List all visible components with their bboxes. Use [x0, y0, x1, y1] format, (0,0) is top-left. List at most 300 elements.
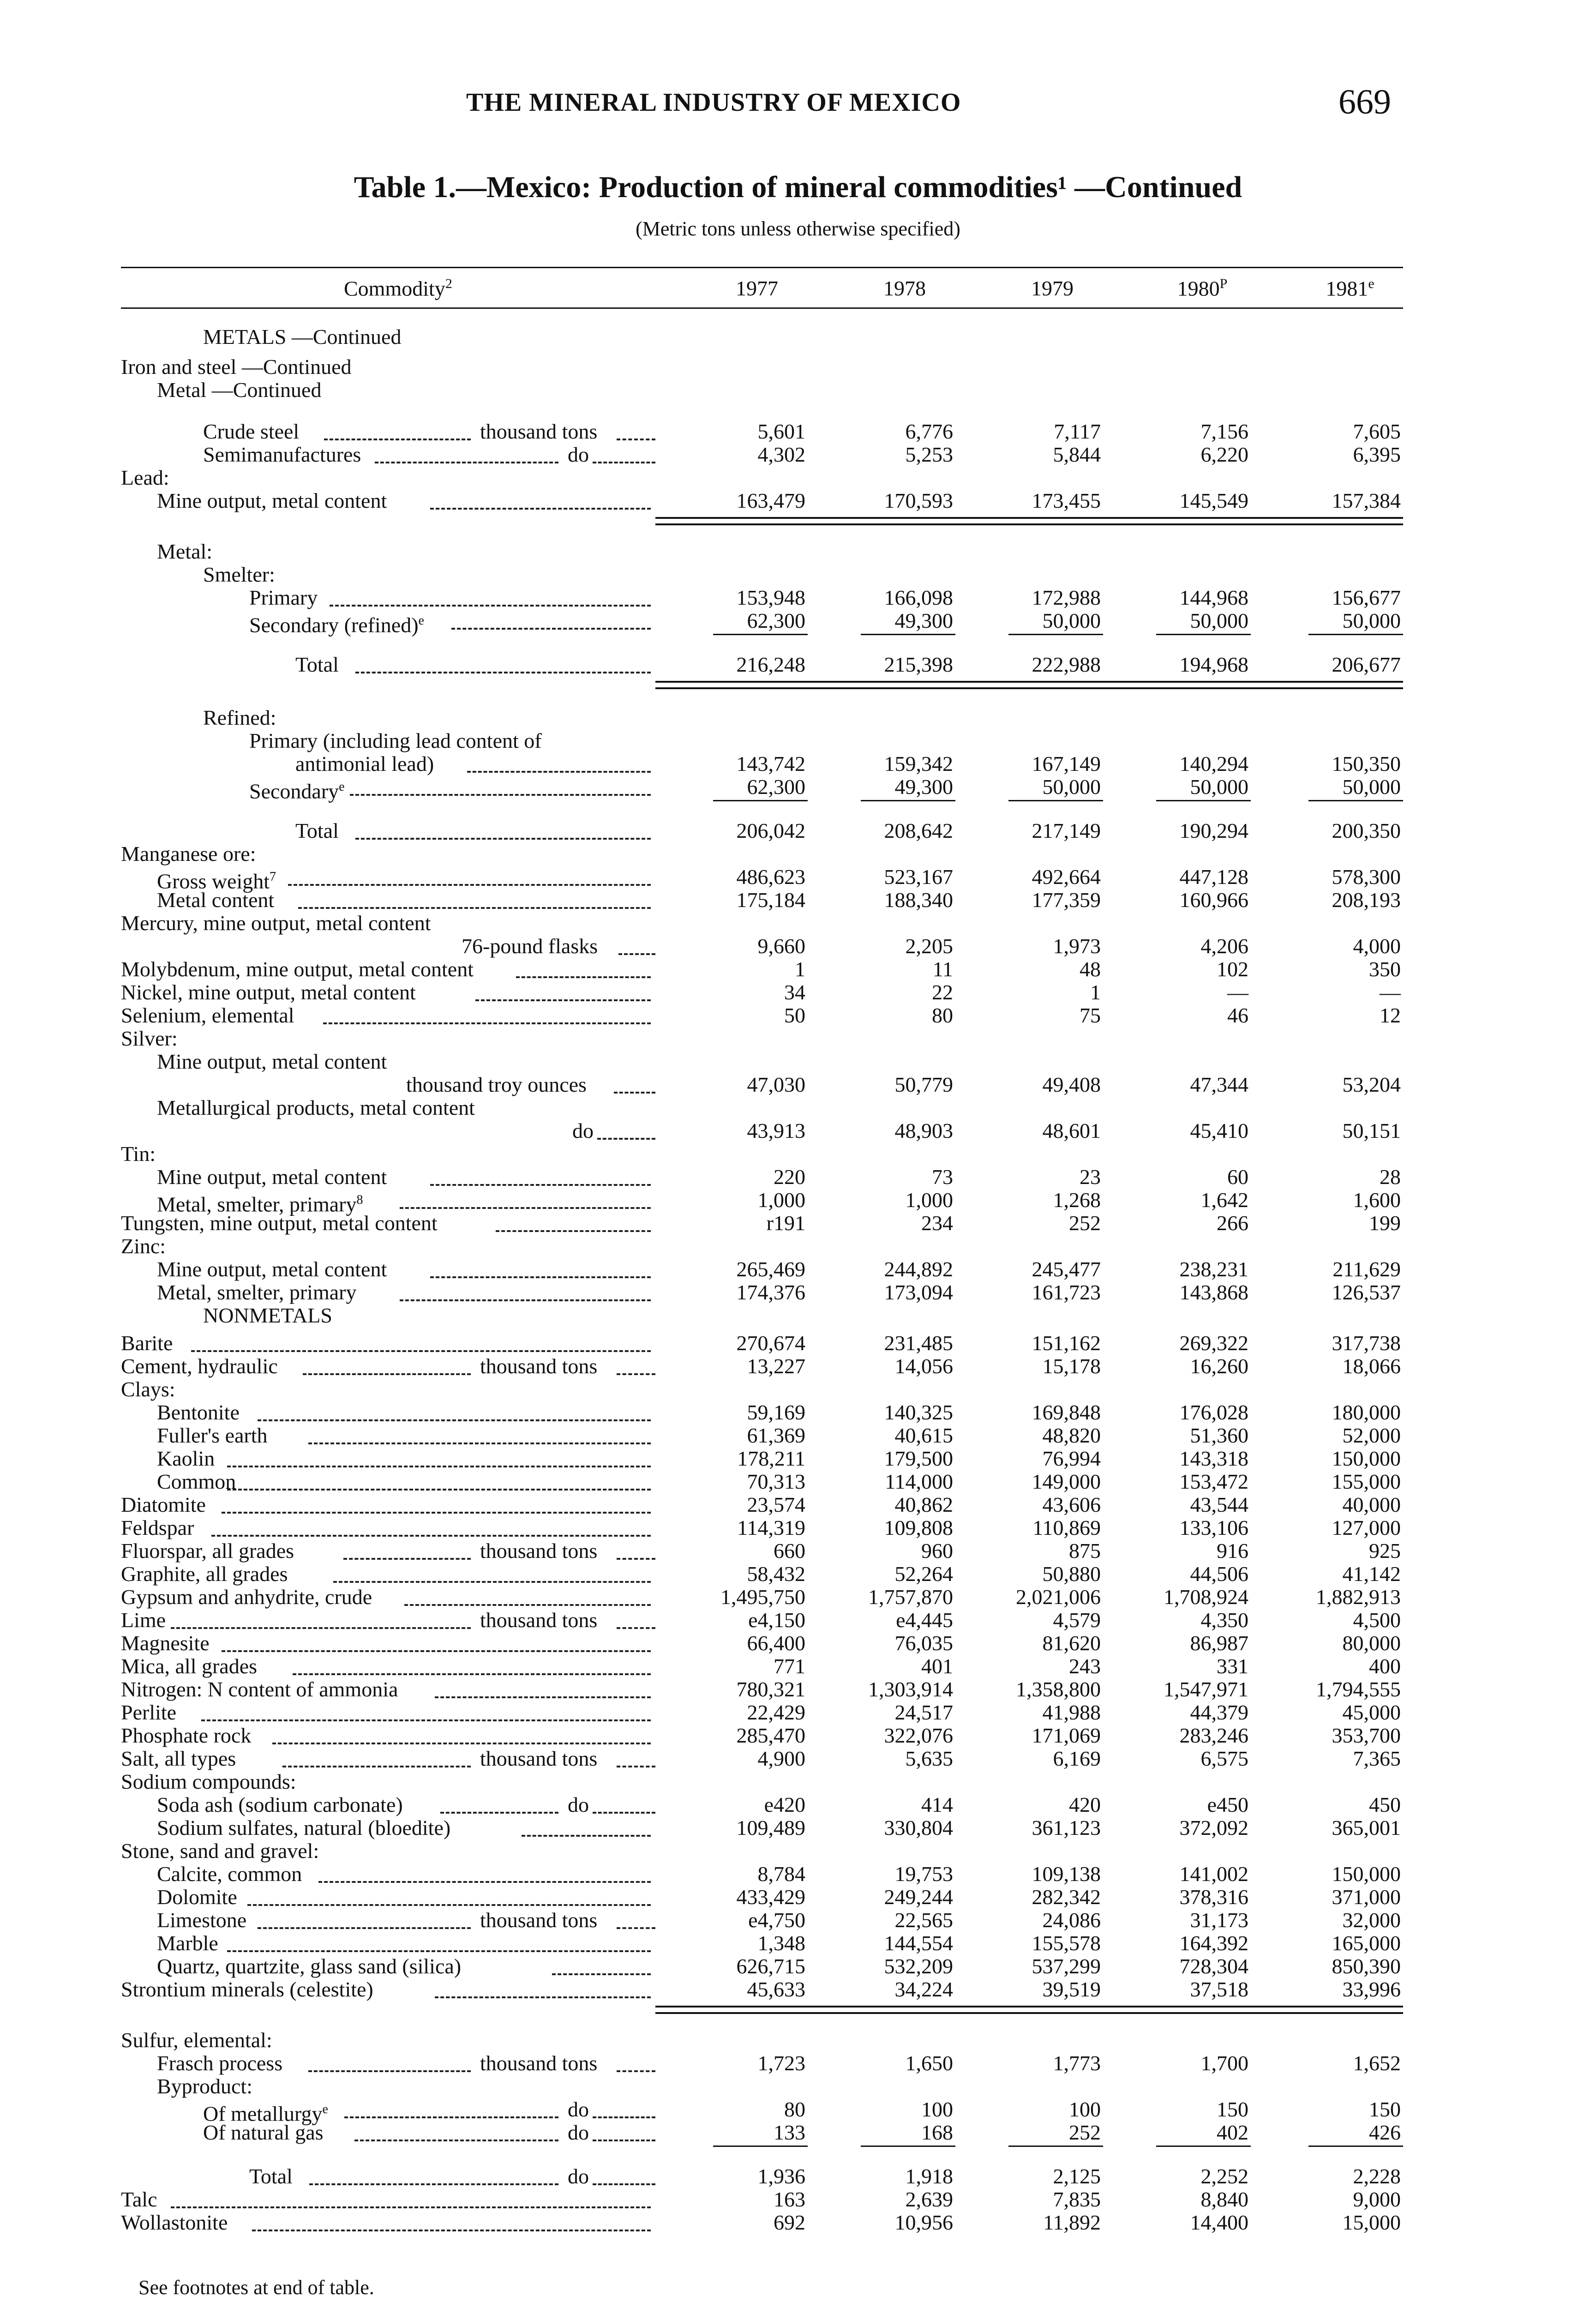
row-label-text: Phosphate rock [121, 1724, 252, 1747]
leader-dots [343, 1558, 471, 1560]
cell-value: 361,123 [1032, 1816, 1101, 1839]
cell-value: 45,410 [1190, 1119, 1248, 1142]
cell-value: 1,000 [757, 1188, 805, 1212]
table-row [0, 1747, 1596, 1770]
cell-value: 133,106 [1179, 1516, 1248, 1539]
row-label-text: Secondary [249, 779, 339, 803]
cell-value: 2,639 [905, 2188, 953, 2211]
unit-label: 76-pound flasks [462, 934, 598, 958]
cell-value: 206,677 [1332, 653, 1401, 676]
row-label-text: Frasch process [157, 2051, 283, 2075]
cell-value: 168 [921, 2121, 953, 2144]
unit-label: thousand tons [480, 1747, 598, 1770]
unit-label: do [568, 2121, 589, 2144]
cell-value: 22 [932, 980, 953, 1004]
table-row [0, 1655, 1596, 1678]
leader-dots [516, 976, 651, 978]
cell-value: 150 [1369, 2098, 1401, 2121]
cell-value: 6,575 [1200, 1747, 1248, 1770]
cell-value: 114,000 [885, 1470, 953, 1493]
cell-value: 216,248 [736, 653, 805, 676]
row-label-text: Lime [121, 1608, 166, 1632]
cell-value: 156,677 [1332, 586, 1401, 609]
table-row [0, 1724, 1596, 1747]
cell-value: 40,615 [894, 1424, 953, 1447]
table-row [0, 981, 1596, 1004]
cell-value: 141,002 [1179, 1862, 1248, 1886]
row-label [157, 379, 321, 402]
cell-value: 1,936 [757, 2164, 805, 2188]
row-label [121, 1701, 176, 1724]
cell-value: 486,623 [736, 865, 805, 889]
leader-dots [400, 1207, 651, 1209]
row-label-text: Mica, all grades [121, 1654, 258, 1678]
table-row [0, 1609, 1596, 1632]
leader-dots [350, 794, 651, 796]
subtotal-rule [713, 800, 808, 801]
row-label-text: Cement, hydraulic [121, 1354, 278, 1378]
cell-value: 2,125 [1053, 2164, 1101, 2188]
cell-value: 48,601 [1042, 1119, 1101, 1142]
table-row [0, 889, 1596, 912]
year-label: 1979 [1031, 276, 1074, 300]
cell-value: 1,794,555 [1316, 1677, 1401, 1701]
leader-dots [171, 2206, 651, 2208]
cell-value: e4,445 [896, 1608, 953, 1632]
cell-value: 50,000 [1342, 609, 1401, 632]
row-label [121, 1539, 294, 1563]
cell-value: 86,987 [1190, 1631, 1248, 1655]
row-label-text: Fluorspar, all grades [121, 1539, 294, 1563]
cell-value: 433,429 [736, 1885, 805, 1909]
cell-value: 50 [784, 1004, 805, 1027]
cell-value: 8,840 [1200, 2188, 1248, 2211]
row-label-text: Total [249, 2164, 293, 2188]
table-row [0, 1378, 1596, 1401]
cell-value: 6,169 [1053, 1747, 1101, 1770]
cell-value: 22,429 [747, 1701, 805, 1724]
cell-value: 151,162 [1032, 1331, 1101, 1355]
leader-dots [333, 1581, 651, 1583]
table-row [0, 1563, 1596, 1586]
cell-value: 45,000 [1342, 1701, 1401, 1724]
cell-value: 231,485 [884, 1331, 953, 1355]
cell-value: 372,092 [1179, 1816, 1248, 1839]
subtotal-rule [713, 2146, 808, 2147]
footnote-mark: e [322, 2102, 328, 2116]
leader-dots [222, 1512, 651, 1514]
leader-dots [227, 1466, 651, 1467]
leader-dots [618, 953, 655, 955]
leader-dots [435, 1696, 651, 1698]
table-row [0, 443, 1596, 466]
row-label [249, 2165, 293, 2188]
cell-value: 14,400 [1190, 2211, 1248, 2234]
cell-value: 1,303,914 [868, 1677, 953, 1701]
cell-value: 1,700 [1200, 2051, 1248, 2075]
cell-value: 925 [1369, 1539, 1401, 1563]
row-label [157, 1470, 236, 1493]
row-label [157, 1909, 246, 1932]
cell-value: 177,359 [1032, 888, 1101, 912]
row-label [121, 1004, 294, 1027]
cell-value: 34 [784, 980, 805, 1004]
table-row [0, 1424, 1596, 1447]
estimated-mark: e [1368, 276, 1374, 291]
leader-dots [258, 1927, 471, 1929]
cell-value: 401 [921, 1654, 953, 1678]
cell-value: 243 [1069, 1654, 1101, 1678]
cell-value: 285,470 [736, 1724, 805, 1747]
row-label [157, 1050, 387, 1073]
cell-value: 1,650 [905, 2051, 953, 2075]
cell-value: 414 [921, 1793, 953, 1816]
table-row [0, 1119, 1596, 1142]
cell-value: 1 [1090, 980, 1101, 1004]
cell-value: 109,808 [884, 1516, 953, 1539]
commodity-header-footnote: 2 [445, 276, 452, 291]
section-double-rule [655, 2006, 1403, 2014]
leader-dots [400, 1299, 651, 1301]
cell-value: 4,579 [1053, 1608, 1101, 1632]
cell-value: 46 [1227, 1004, 1248, 1027]
cell-value: 1,600 [1353, 1188, 1401, 1212]
cell-value: 50,151 [1342, 1119, 1401, 1142]
row-label-text: Common [157, 1470, 236, 1493]
leader-dots [617, 1766, 655, 1767]
cell-value: 492,664 [1032, 865, 1101, 889]
cell-value: 1,708,924 [1164, 1585, 1248, 1609]
row-label [121, 1586, 372, 1609]
row-label-text: Diatomite [121, 1493, 206, 1516]
cell-value: 50,000 [1042, 609, 1101, 632]
cell-value: 145,549 [1179, 489, 1248, 512]
cell-value: 59,169 [747, 1400, 805, 1424]
cell-value: 245,477 [1032, 1257, 1101, 1281]
cell-value: 179,500 [884, 1447, 953, 1470]
footnote-mark: e [418, 613, 424, 628]
cell-value: r191 [766, 1211, 805, 1235]
row-label-text: NONMETALS [203, 1304, 332, 1327]
cell-value: 61,369 [747, 1424, 805, 1447]
row-label [121, 1332, 173, 1355]
table-row [0, 1978, 1596, 2001]
row-label-text: Sulfur, elemental: [121, 2028, 272, 2052]
unit-label: do [568, 2098, 589, 2121]
cell-value: 206,042 [736, 819, 805, 842]
cell-value: 150 [1217, 2098, 1248, 2121]
cell-value: 283,246 [1179, 1724, 1248, 1747]
row-label [121, 1770, 296, 1793]
table-row [0, 752, 1596, 775]
cell-value: 44,379 [1190, 1701, 1248, 1724]
cell-value: e420 [764, 1793, 805, 1816]
leader-dots [308, 2070, 471, 2072]
row-label-text: Metal —Continued [157, 378, 322, 402]
leader-dots [272, 1743, 651, 1744]
row-label [121, 355, 352, 379]
row-label-text: Mine output, metal content [157, 1257, 387, 1281]
row-label-text: Marble [157, 1931, 218, 1955]
cell-value: 234 [921, 1211, 953, 1235]
table-row [0, 325, 1596, 349]
table-row [0, 729, 1596, 752]
cell-value: 133 [774, 2121, 805, 2144]
cell-value: 188,340 [884, 888, 953, 912]
cell-value: 155,000 [1332, 1470, 1401, 1493]
cell-value: 11 [932, 957, 953, 981]
cell-value: 100 [921, 2098, 953, 2121]
cell-value: 6,220 [1200, 443, 1248, 466]
row-label-text: Graphite, all grades [121, 1562, 288, 1586]
cell-value: 49,408 [1042, 1073, 1101, 1096]
section-double-rule [655, 517, 1403, 525]
row-label [121, 958, 474, 981]
row-label-text: Secondary (refined) [249, 613, 419, 637]
cell-value: 41,142 [1342, 1562, 1401, 1586]
row-label-text: Gypsum and anhydrite, crude [121, 1585, 372, 1609]
cell-value: 34,224 [894, 1977, 953, 2001]
cell-value: 194,968 [1179, 653, 1248, 676]
cell-value: 140,294 [1179, 752, 1248, 775]
row-label [157, 2052, 282, 2075]
table-row [0, 1447, 1596, 1470]
cell-value: 1,723 [757, 2051, 805, 2075]
cell-value: 1,973 [1053, 934, 1101, 958]
row-label-text: Tungsten, mine output, metal content [121, 1211, 438, 1235]
leader-dots [171, 1627, 471, 1629]
cell-value: 2,205 [905, 934, 953, 958]
cell-value: 167,149 [1032, 752, 1101, 775]
table-row [0, 540, 1596, 563]
unit-label: thousand tons [480, 420, 598, 443]
unit-label: do [568, 2164, 589, 2188]
cell-value: 208,193 [1332, 888, 1401, 912]
row-label [249, 586, 318, 609]
leader-dots [355, 672, 651, 673]
cell-value: 32,000 [1342, 1908, 1401, 1932]
cell-value: 626,715 [736, 1954, 805, 1978]
row-label-text: Of natural gas [203, 2121, 324, 2144]
cell-value: 4,900 [757, 1747, 805, 1770]
cell-value: 331 [1217, 1654, 1248, 1678]
cell-value: 140,325 [884, 1400, 953, 1424]
cell-value: 76,035 [894, 1631, 953, 1655]
cell-value: 47,030 [747, 1073, 805, 1096]
leader-dots [404, 1604, 651, 1606]
cell-value: 1,918 [905, 2164, 953, 2188]
cell-value: 160,966 [1179, 888, 1248, 912]
cell-value: 153,472 [1179, 1470, 1248, 1493]
cell-value: 252 [1069, 1211, 1101, 1235]
row-label [121, 1747, 236, 1770]
cell-value: 23 [1080, 1165, 1101, 1189]
row-label-text: Quartz, quartzite, glass sand (silica) [157, 1954, 462, 1978]
row-label-text: Lead: [121, 466, 169, 489]
cell-value: 12 [1380, 1004, 1401, 1027]
cell-value: 317,738 [1332, 1331, 1401, 1355]
year-label: 1978 [883, 276, 926, 300]
row-label-text: Iron and steel —Continued [121, 355, 352, 379]
leader-dots [227, 1950, 651, 1952]
preliminary-mark: P [1219, 276, 1228, 291]
cell-value: 73 [932, 1165, 953, 1189]
row-label [121, 1212, 438, 1235]
table-row [0, 1493, 1596, 1516]
cell-value: 215,398 [884, 653, 953, 676]
table-row [0, 1355, 1596, 1378]
cell-value: 62,300 [747, 775, 805, 799]
row-label-text: Metallurgical products, metal content [157, 1096, 475, 1119]
cell-value: 100 [1069, 2098, 1101, 2121]
table-row [0, 1863, 1596, 1886]
cell-value: 40,862 [894, 1493, 953, 1516]
row-label [203, 1304, 332, 1327]
cell-value: 378,316 [1179, 1885, 1248, 1909]
cell-value: 173,455 [1032, 489, 1101, 512]
cell-value: 1,268 [1053, 1188, 1101, 1212]
cell-value: 217,149 [1032, 819, 1101, 842]
row-label [121, 1655, 257, 1678]
cell-value: 5,601 [757, 420, 805, 443]
cell-value: 149,000 [1032, 1470, 1101, 1493]
row-label [203, 706, 276, 729]
cell-value: 50,000 [1042, 775, 1101, 799]
table-row [0, 2165, 1596, 2188]
section-double-rule [655, 681, 1403, 689]
row-label [249, 729, 542, 752]
unit-label: do [568, 443, 589, 466]
subtotal-rule [1156, 634, 1251, 635]
cell-value: 420 [1069, 1793, 1101, 1816]
table-subtitle: (Metric tons unless otherwise specified) [636, 217, 960, 240]
row-label [157, 2075, 252, 2098]
cell-value: 222,988 [1032, 653, 1101, 676]
row-label-text: Fuller's earth [157, 1424, 268, 1447]
cell-value: 50,000 [1190, 609, 1248, 632]
row-label [157, 889, 274, 912]
row-label [121, 1142, 156, 1166]
cell-value: 220 [774, 1165, 805, 1189]
row-label [295, 752, 434, 775]
unit-label: thousand tons [480, 1608, 598, 1632]
row-label [203, 325, 401, 349]
cell-value: 75 [1080, 1004, 1101, 1027]
cell-value: 43,544 [1190, 1493, 1248, 1516]
table-row [0, 1096, 1596, 1119]
cell-value: 7,156 [1200, 420, 1248, 443]
cell-value: 1 [795, 957, 805, 981]
cell-value: 163 [774, 2188, 805, 2211]
leader-dots [375, 462, 558, 463]
cell-value: 175,184 [736, 888, 805, 912]
cell-value: e450 [1207, 1793, 1248, 1816]
cell-value: 211,629 [1332, 1257, 1401, 1281]
cell-value: 771 [774, 1654, 805, 1678]
cell-value: 4,000 [1353, 934, 1401, 958]
cell-value: 450 [1369, 1793, 1401, 1816]
table-row [0, 1401, 1596, 1424]
row-label [295, 653, 339, 676]
cell-value: 80,000 [1342, 1631, 1401, 1655]
subtotal-rule [1308, 634, 1403, 635]
cell-value: 109,138 [1032, 1862, 1101, 1886]
leader-dots [451, 628, 651, 630]
row-label-text: Stone, sand and gravel: [121, 1839, 319, 1863]
cell-value: 5,844 [1053, 443, 1101, 466]
leader-dots [593, 2183, 655, 2185]
row-label [295, 819, 339, 842]
cell-value: 244,892 [884, 1257, 953, 1281]
cell-value: 173,094 [884, 1280, 953, 1304]
cell-value: 150,000 [1332, 1862, 1401, 1886]
year-label: 1981 [1326, 276, 1368, 301]
table-row [0, 819, 1596, 842]
row-label-text: Feldspar [121, 1516, 194, 1539]
row-label-text: Barite [121, 1331, 173, 1355]
row-label-text: Primary (including lead content of [249, 729, 542, 752]
row-label-text: Strontium minerals (celestite) [121, 1977, 373, 2001]
row-label [157, 540, 212, 563]
subtotal-rule [861, 634, 955, 635]
cell-value: 80 [932, 1004, 953, 1027]
row-label [121, 1235, 166, 1258]
cell-value: 190,294 [1179, 819, 1248, 842]
cell-value: 2,252 [1200, 2164, 1248, 2188]
leader-dots [298, 907, 651, 909]
cell-value: 14,056 [894, 1354, 953, 1378]
leader-dots [552, 1973, 651, 1975]
cell-value: 200,350 [1332, 819, 1401, 842]
table-row [0, 1332, 1596, 1355]
cell-value: 353,700 [1332, 1724, 1401, 1747]
cell-value: 24,086 [1042, 1908, 1101, 1932]
table-row [0, 1632, 1596, 1655]
cell-value: 16,260 [1190, 1354, 1248, 1378]
year-label: 1977 [736, 276, 778, 300]
leader-dots [227, 1489, 651, 1491]
cell-value: 7,365 [1353, 1747, 1401, 1770]
cell-value: 143,318 [1179, 1447, 1248, 1470]
cell-value: 13,227 [747, 1354, 805, 1378]
table-row [0, 1212, 1596, 1235]
leader-dots [222, 1650, 651, 1652]
row-label-text: Primary [249, 586, 318, 609]
table-row [0, 379, 1596, 402]
row-label-text: antimonial lead) [295, 752, 434, 775]
row-label [157, 1793, 403, 1816]
cell-value: 157,384 [1332, 489, 1401, 512]
table-row [0, 2052, 1596, 2075]
row-label [121, 1609, 166, 1632]
cell-value: 1,348 [757, 1931, 805, 1955]
unit-label: thousand tons [480, 1354, 598, 1378]
table-row [0, 958, 1596, 981]
cell-value: 70,313 [747, 1470, 805, 1493]
row-label-text: Calcite, common [157, 1862, 302, 1886]
row-label [203, 443, 361, 466]
row-label [121, 1839, 319, 1863]
row-label-text: Mine output, metal content [157, 489, 387, 512]
subtotal-rule [861, 2146, 955, 2147]
row-label [157, 1281, 356, 1304]
cell-value: 447,128 [1179, 865, 1248, 889]
cell-value: 322,076 [884, 1724, 953, 1747]
cell-value: 9,660 [757, 934, 805, 958]
subtotal-rule [1008, 800, 1103, 801]
cell-value: 50,779 [894, 1073, 953, 1096]
cell-value: 76,994 [1042, 1447, 1101, 1470]
